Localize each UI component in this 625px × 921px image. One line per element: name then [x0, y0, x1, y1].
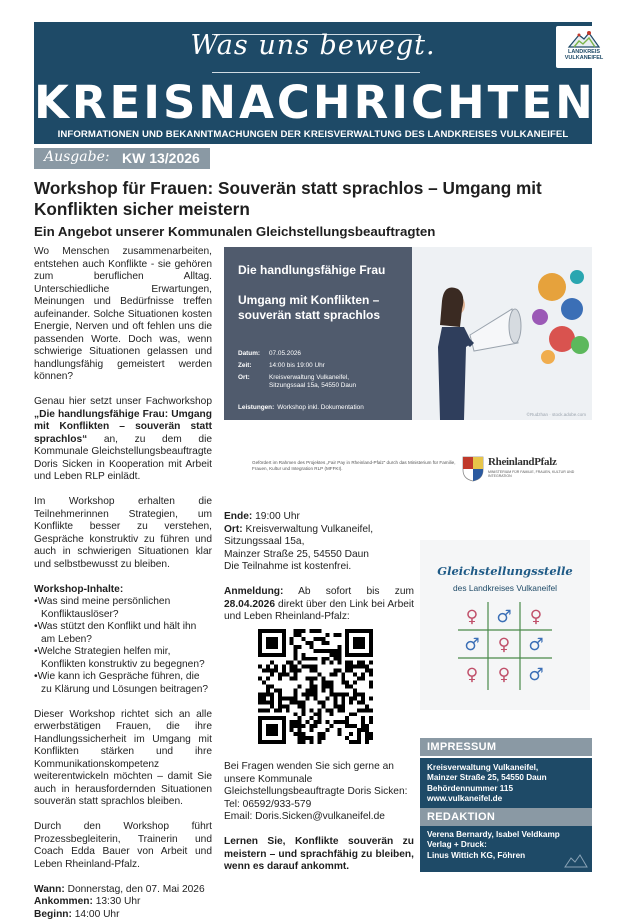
impressum-line: Kreisverwaltung Vulkaneifel, — [427, 763, 585, 773]
logo-line1: LANDKREIS — [556, 49, 612, 55]
arrival-line — [34, 896, 212, 909]
gleichstellung-title: Gleichstellungsstelle — [420, 564, 590, 578]
article-headline: Workshop für Frauen: Souverän statt sprachlos – Umgang mit Konflikten sicher meistern — [34, 178, 594, 220]
volcano-logo-icon — [567, 29, 601, 49]
impressum-website[interactable]: www.vulkaneifel.de — [427, 794, 585, 804]
poster-place-value: Kreisverwaltung Vulkaneifel, Sitzungssaal 15a, 54550 Daun — [269, 374, 379, 390]
newspaper-title: KREISNACHRICHTEN — [34, 76, 592, 129]
poster-subtitle: Umgang mit Konflikten – souverän statt sprachlos — [238, 293, 403, 323]
audience-paragraph: Dieser Workshop richtet sich an alle erwerbstätigen Frauen, die ihre Handlungssicherheit im Umgang mit Konflikten stärken und ihre Kommunikationskompetenz weiterentwickeln möchten – damit Sie auch in herausfordernden Situationen souverän statt sprachlos bleiben. — [34, 709, 212, 809]
article-subheadline: Ein Angebot unserer Kommunalen Gleichstellungsbeauftragten — [34, 224, 594, 239]
logo-line2: VULKANEIFEL — [556, 55, 612, 61]
start-line — [34, 909, 212, 921]
poster-time-value: 14:00 bis 19:00 Uhr — [269, 362, 379, 370]
register-pre: Ab sofort bis zum — [283, 586, 414, 597]
svg-text:♂: ♂ — [528, 635, 543, 655]
poster-services-value: Workshop inkl. Dokumentation — [277, 404, 387, 412]
redaktion-line: Verena Bernardy, Isabel Veldkamp — [427, 830, 585, 840]
contact-phone: Tel: 06592/933-579 — [224, 799, 414, 812]
contact-block — [224, 761, 414, 886]
svg-text:♀: ♀ — [530, 607, 542, 627]
funding-note: Gefördert im Rahmen des Projektes „Fair Pay in Rheinland-Pfalz“ durch das Ministerium für Familie, Frauen, Kultur und Integration RLP (MFFKI). — [252, 460, 462, 471]
svg-text:♂: ♂ — [528, 665, 543, 685]
poster-place-row — [238, 374, 379, 390]
when-value: Donnerstag, den 07. Mai 2026 — [65, 884, 205, 895]
free-note: Die Teilnahme ist kostenfrei. — [224, 561, 414, 574]
contact-email[interactable]: Email: Doris.Sicken@vulkaneifel.de — [224, 811, 414, 824]
rlp-name: RheinlandPfalz — [488, 456, 557, 468]
when-label: Wann: — [34, 884, 65, 895]
place-label: Ort: — [224, 524, 243, 535]
list-item: •Was stützt den Konflikt und hält ihn am Leben? — [34, 621, 212, 646]
details-block — [224, 511, 414, 574]
redaktion-heading: REDAKTION — [420, 808, 592, 826]
place-address: Mainzer Straße 25, 54550 Daun — [224, 549, 414, 562]
list-item: •Welche Strategien helfen mir, Konflikten konstruktiv zu begegnen? — [34, 646, 212, 671]
svg-text:♀: ♀ — [498, 635, 510, 655]
trainer-paragraph: Durch den Workshop führt Prozessbegleiterin, Trainerin und Coach Edda Bauer von Arbeit und Leben Rheinland-Pfalz. — [34, 821, 212, 871]
closing-paragraph: Lernen Sie, Konflikte souverän zu meistern – und sprachfähig zu bleiben, wenn es darauf ankommt. — [224, 836, 414, 874]
contact-paragraph — [224, 761, 414, 824]
svg-text:♀: ♀ — [498, 665, 510, 685]
landkreis-crest-icon — [564, 853, 588, 869]
svg-text:♂: ♂ — [496, 607, 511, 627]
poster-services-row — [238, 404, 387, 412]
end-line — [224, 511, 414, 524]
article-column-middle — [224, 511, 414, 636]
arrival-label: Ankommen: — [34, 896, 93, 907]
tic-tac-toe-gender-icon — [420, 540, 590, 710]
contents-list — [34, 584, 212, 697]
tagline: Was uns bewegt. — [34, 30, 592, 61]
svg-text:♀: ♀ — [466, 665, 478, 685]
poster-place-label: Ort: — [238, 374, 269, 382]
woman-megaphone-illustration — [412, 247, 592, 420]
place-line — [224, 524, 414, 549]
schedule-block — [34, 884, 212, 921]
article-column-left — [34, 246, 212, 921]
end-value: 19:00 Uhr — [252, 511, 300, 522]
redaktion-box — [420, 826, 592, 872]
newspaper-subtitle: INFORMATIONEN UND BEKANNTMACHUNGEN DER KREISVERWALTUNG DES LANDKREISES VULKANEIFEL — [34, 129, 592, 140]
impressum-heading: IMPRESSUM — [420, 738, 592, 756]
gleichstellung-subtitle: des Landkreises Vulkaneifel — [420, 583, 590, 593]
register-paragraph — [224, 586, 414, 624]
start-label: Beginn: — [34, 909, 72, 920]
workshop-title: „Die handlungsfähige Frau: Umgang mit Konflikten – souverän statt sprachlos“ — [34, 409, 212, 445]
strategies-paragraph: Im Workshop erhalten die Teilnehmerinnen Strategien, um Konflikte besser zu verstehen, Gespräche konstruktiv zu führen und auch in schwierigen Situationen klar und selbstbewusst zu bleiben. — [34, 496, 212, 571]
poster-date-label: Datum: — [238, 350, 269, 358]
workshop-paragraph — [34, 396, 212, 484]
intro-paragraph: Wo Menschen zusammenarbeiten, entstehen auch Konflikte - sie gehören zum beruflichen Alltag. Unterschiedliche Erwartungen, Meinungen und Bedürfnisse treffen aufeinander. Solche Situationen kosten Energie, Nerven und oft fehlen uns die passenden Worte. Doch was, wenn schwierige Situationen gelassen und handlungsfähig gemeistert werden können? — [34, 246, 212, 384]
poster-photo — [412, 247, 592, 420]
edition-label: Ausgabe: — [44, 149, 110, 165]
end-label: Ende: — [224, 511, 252, 522]
rlp-ministry-logo — [462, 456, 590, 486]
list-item: •Was sind meine persönlichen Konfliktauslöser? — [34, 596, 212, 621]
contents-heading: Workshop-Inhalte: — [34, 584, 123, 595]
edition-week: KW 13/2026 — [122, 150, 200, 166]
place-value: Kreisverwaltung Vulkaneifel, Sitzungssaal 15a, — [224, 524, 373, 548]
rlp-ministry: MINISTERIUM FÜR FAMILIE, FRAUEN, KULTUR UND INTEGRATION — [488, 470, 578, 478]
poster-time-label: Zeit: — [238, 362, 269, 370]
arrival-value: 13:30 Uhr — [93, 896, 141, 907]
rlp-crest-icon — [462, 456, 484, 482]
edition-bar — [34, 148, 210, 169]
when-line — [34, 884, 212, 897]
poster-date-value: 07.05.2026 — [269, 350, 379, 358]
tagline-rule-bottom — [212, 72, 420, 73]
impressum-box — [420, 758, 592, 812]
photo-credit: ©Rudzhan · stock.adobe.com — [527, 412, 586, 417]
start-value: 14:00 Uhr — [72, 909, 120, 920]
redaktion-line: Linus Wittich KG, Föhren — [427, 851, 585, 861]
poster-info-panel — [224, 247, 412, 420]
svg-text:♂: ♂ — [464, 635, 479, 655]
workshop-host-text: an, zu dem die Kommunale Gleichstellungsbeauftragte Doris Sicken in Kooperation mit Arbeit und Leben RLP einlädt. — [34, 434, 212, 483]
svg-text:♀: ♀ — [466, 607, 478, 627]
register-post: direkt über den Link bei Arbeit und Leben Rheinland-Pfalz: — [224, 599, 414, 623]
list-item: •Wie kann ich Gespräche führen, die zu Klärung und Lösungen beitragen? — [34, 671, 212, 696]
qr-code-icon — [258, 629, 373, 744]
register-label: Anmeldung: — [224, 586, 283, 597]
register-date: 28.04.2026 — [224, 599, 275, 610]
registration-qr-code[interactable] — [258, 629, 373, 744]
poster-date-row — [238, 350, 379, 358]
event-poster — [224, 247, 592, 420]
questions-text: Bei Fragen wenden Sie sich gerne an unsere Kommunale Gleichstellungsbeauftragte Doris Sicken: — [224, 761, 414, 799]
masthead — [34, 22, 592, 144]
workshop-intro-text: Genau hier setzt unser Fachworkshop — [34, 396, 212, 407]
landkreis-logo — [556, 26, 612, 68]
poster-services-label: Leistungen: — [238, 404, 274, 412]
impressum-line: Mainzer Straße 25, 54550 Daun — [427, 773, 585, 783]
gleichstellungsstelle-graphic — [420, 540, 590, 710]
impressum-line: Behördennummer 115 — [427, 784, 585, 794]
poster-time-row — [238, 362, 379, 370]
poster-title: Die handlungsfähige Frau — [238, 263, 385, 277]
redaktion-line: Verlag + Druck: — [427, 840, 585, 850]
